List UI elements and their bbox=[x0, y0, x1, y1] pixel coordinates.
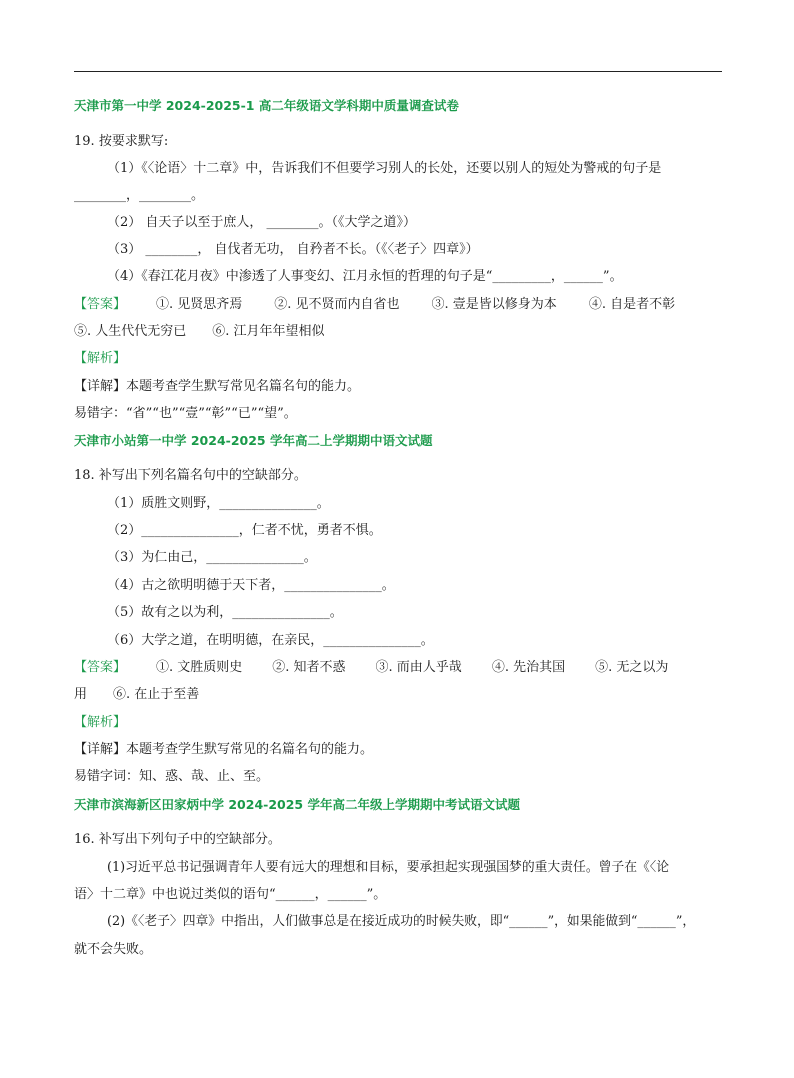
answer-line: 用 ⑥. 在止于至善 bbox=[74, 687, 200, 702]
error-text: 易错字：“省”“也”“壹”“彰”“已”“望”。 bbox=[74, 406, 297, 421]
analysis-tag: 【解析】 bbox=[74, 715, 127, 730]
analysis-tag: 【解析】 bbox=[74, 351, 127, 366]
question-item: （3）为仁由己，_______________。 bbox=[107, 550, 317, 565]
answer-line: 【答案】 ①. 见贤思齐焉 ②. 见不贤而内自省也 ③. 壹是皆以修身为本 ④. 自是者不彰 bbox=[74, 297, 676, 312]
question-text: 就不会失败。 bbox=[74, 942, 153, 957]
error-text: 易错字词：知、惑、哉、止、至。 bbox=[74, 769, 270, 784]
question-text: (2)《〈老子〉四章》中指出，人们做事总是在接近成功的时候失败，即“______”，如果能做到“______”， bbox=[107, 914, 696, 929]
question-number: 18. 补写出下列名篇名句中的空缺部分。 bbox=[74, 468, 307, 483]
question-item: ________，________。 bbox=[74, 188, 205, 203]
source-title: 天津市第一中学 2024-2025-1 高二年级语文学科期中质量调查试卷 bbox=[74, 98, 459, 113]
source-title: 天津市小站第一中学 2024-2025 学年高二上学期期中语文试题 bbox=[74, 433, 433, 448]
question-item: （6）大学之道，在明明德，在亲民，_______________。 bbox=[107, 633, 434, 648]
question-item: （3） ________， 自伐者无功， 自矜者不长。（《〈老子〉四章》） bbox=[107, 242, 479, 257]
question-text: 语〉十二章》中也说过类似的语句“______，______”。 bbox=[74, 887, 387, 902]
question-item: （1）质胜文则野，_______________。 bbox=[107, 496, 330, 511]
question-item: （1）《〈论语〉十二章》中，告诉我们不但要学习别人的长处，还要以别人的短处为警戒的句子是 bbox=[107, 161, 662, 176]
question-item: （2）_______________，仁者不忧，勇者不惧。 bbox=[107, 523, 382, 538]
question-item: （5）故有之以为利，_______________。 bbox=[107, 605, 343, 620]
answer-line: 【答案】 ①. 文胜质则史 ②. 知者不惑 ③. 而由人乎哉 ④. 先治其国 ⑤. 无之以为 bbox=[74, 660, 669, 675]
question-text: (1)习近平总书记强调青年人要有远大的理想和目标，要承担起实现强国梦的重大责任。曾子在《〈论 bbox=[107, 860, 669, 875]
answer-tag: 【答案】 bbox=[74, 297, 127, 312]
question-item: （4）《春江花月夜》中渗透了人事变幻、江月永恒的哲理的句子是“_________，______”。 bbox=[107, 269, 623, 284]
header-rule bbox=[74, 71, 722, 72]
question-item: （2） 自天子以至于庶人， ________。（《大学之道》） bbox=[107, 215, 417, 230]
question-number: 19. 按要求默写: bbox=[74, 134, 169, 149]
answer-tag: 【答案】 bbox=[74, 660, 127, 675]
detail-text: 【详解】本题考查学生默写常见名篇名句的能力。 bbox=[74, 379, 361, 394]
answer-line: ⑤. 人生代代无穷已 ⑥. 江月年年望相似 bbox=[74, 324, 325, 339]
question-number: 16. 补写出下列句子中的空缺部分。 bbox=[74, 832, 281, 847]
detail-text: 【详解】本题考查学生默写常见的名篇名句的能力。 bbox=[74, 742, 374, 757]
source-title: 天津市滨海新区田家炳中学 2024-2025 学年高二年级上学期期中考试语文试题 bbox=[74, 797, 520, 812]
question-item: （4）古之欲明明德于天下者，_______________。 bbox=[107, 578, 395, 593]
